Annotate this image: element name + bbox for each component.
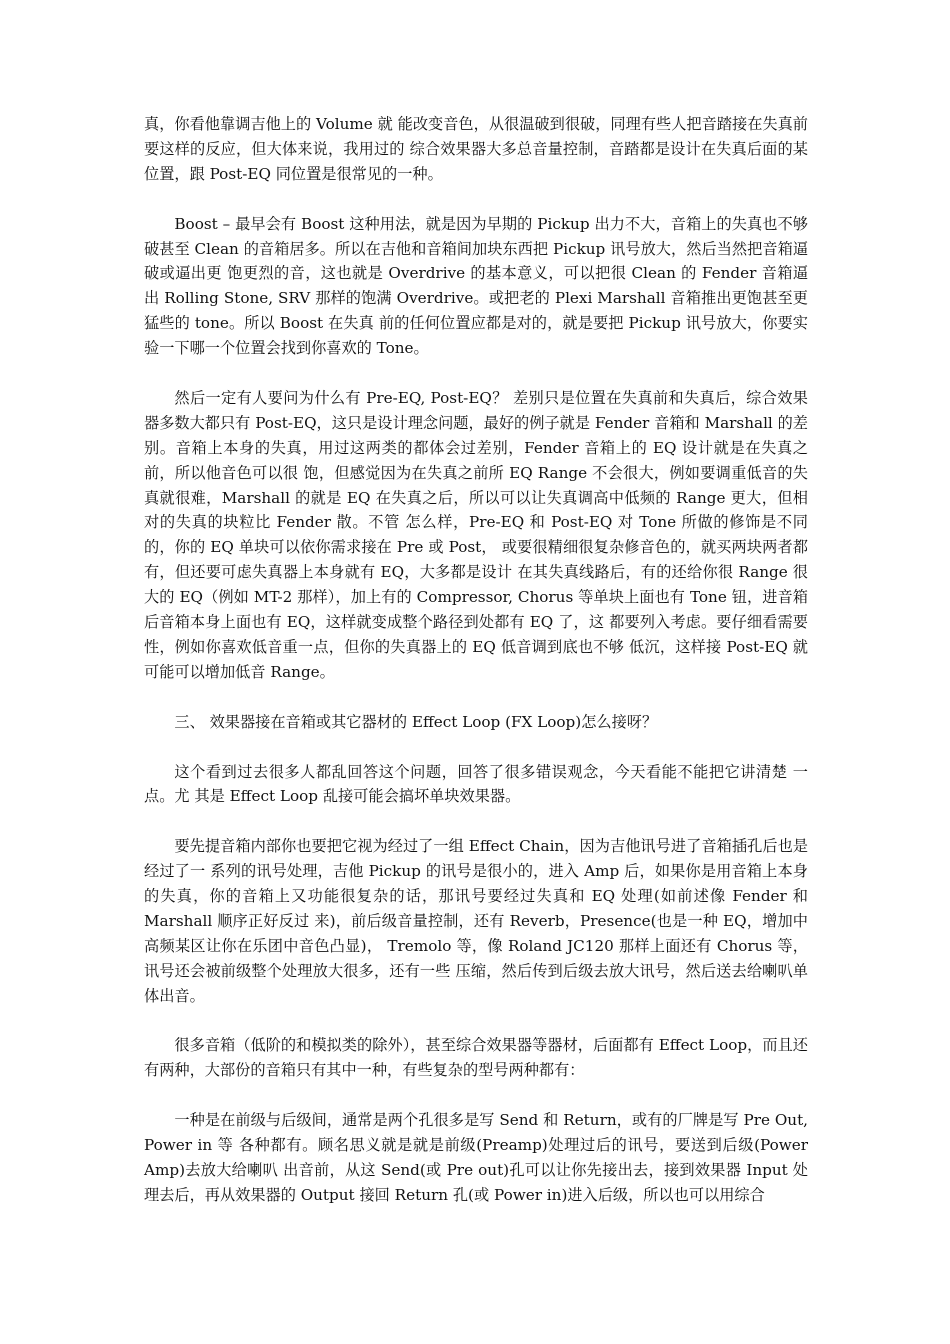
paragraph-send-return: 一种是在前级与后级间，通常是两个孔很多是写 Send 和 Return，或有的厂牌是写 Pre Out, Power in 等 各种都有。顾名思义就是就是前级(Preamp)处理过后的讯号，要送到后级(Power Amp)去放大给喇叭 出音前，从这 Send(或 Pre out)孔可以让你先接出去，接到效果器 Input 处理去后，再从效果器的 Output 接回 Return 孔(或 Power in)进入后级，所以也可以用综合 <box>144 1111 808 1204</box>
section-heading-effect-loop: 三、 效果器接在音箱或其它器材的 Effect Loop (FX Loop)怎么接呀？ <box>174 712 658 731</box>
paragraph-amp-effect-chain: 要先提音箱内部你也要把它视为经过了一组 Effect Chain，因为吉他讯号进了音箱插孔后也是经过了一 系列的讯号处理，吉他 Pickup 的讯号是很小的，进入 Amp 后，如果你是用音箱上本身的失真，你的音箱上又功能很复杂的话，那讯号要经过失真和 EQ 处理(如前述像 Fender 和 Marshall 顺序正好反过 来)，前后级音量控制，还有 Reverb，Presence(也是一种 EQ，增加中高频某区让你在乐团中音色凸显)， Tremolo 等，像 Roland JC120 那样上面还有 Chorus 等，讯号还会被前级整个处理放大很多，还有一些 压缩，然后传到后级去放大讯号，然后送去给喇叭单体出音。 <box>144 837 808 1005</box>
paragraph-two-loop-types: 很多音箱（低阶的和模拟类的除外），甚至综合效果器等器材，后面都有 Effect Loop，而且还有两种，大部份的音箱只有其中一种，有些复杂的型号两种都有： <box>144 1036 808 1080</box>
document-page <box>144 112 808 1233</box>
paragraph-boost: Boost – 最早会有 Boost 这种用法，就是因为早期的 Pickup 出力不大，音箱上的失真也不够破甚至 Clean 的音箱居多。所以在吉他和音箱间加块东西把 Pickup 讯号放大，然后当然把音箱逼破或逼出更 饱更烈的音，这也就是 Overdrive 的基本意义，可以把很 Clean 的 Fender 音箱逼出 Rolling Stone, SRV 那样的饱满 Overdrive。或把老的 Plexi Marshall 音箱推出更饱甚至更猛些的 tone。所以 Boost 在失真 前的任何位置应都是对的，就是要把 Pickup 讯号放大，你要实验一下哪一个位置会找到你喜欢的 Tone。 <box>144 214 808 358</box>
paragraph-effect-loop-intro: 这个看到过去很多人都乱回答这个问题，回答了很多错误观念，今天看能不能把它讲清楚 一点。尤 其是 Effect Loop 乱接可能会搞坏单块效果器。 <box>144 762 808 806</box>
paragraph-pre-post-eq: 然后一定有人要问为什么有 Pre-EQ, Post-EQ？ 差别只是位置在失真前和失真后，综合效果器多数大都只有 Post-EQ，这只是设计理念问题，最好的例子就是 Fender 音箱和 Marshall 的差别。音箱上本身的失真，用过这两类的都体会过差别，Fender 音箱上的 EQ 设计就是在失真之前，所以他音色可以很 饱，但感觉因为在失真之前所 EQ Range 不会很大，例如要调重低音的失真就很难，Marshall 的就是 EQ 在失真之后，所以可以让失真调高中低频的 Range 更大，但相对的失真的块粒比 Fender 散。不管 怎么样，Pre-EQ 和 Post-EQ 对 Tone 所做的修饰是不同的，你的 EQ 单块可以依你需求接在 Pre 或 Post， 或要很精细很复杂修音色的，就买两块两者都有，但还要可虑失真器上本身就有 EQ，大多都是设计 在其失真线路后，有的还给你很 Range 很大的 EQ（例如 MT-2 那样），加上有的 Compressor, Chorus 等单块上面也有 Tone 钮，进音箱后音箱本身上面也有 EQ，这样就变成整个路径到处都有 EQ 了，这 都要列入考虑。要仔细看需要性，例如你喜欢低音重一点，但你的失真器上的 EQ 低音调到底也不够 低沉，这样接 Post-EQ 就可能可以增加低音 Range。 <box>144 388 808 681</box>
paragraph-volume-position: 真，你看他靠调吉他上的 Volume 就 能改变音色，从很温破到很破，同理有些人把音踏接在失真前要这样的反应，但大体来说，我用过的 综合效果器大多总音量控制，音踏都是设计在失真后面的某位置，跟 Post-EQ 同位置是很常见的一种。 <box>144 115 808 183</box>
